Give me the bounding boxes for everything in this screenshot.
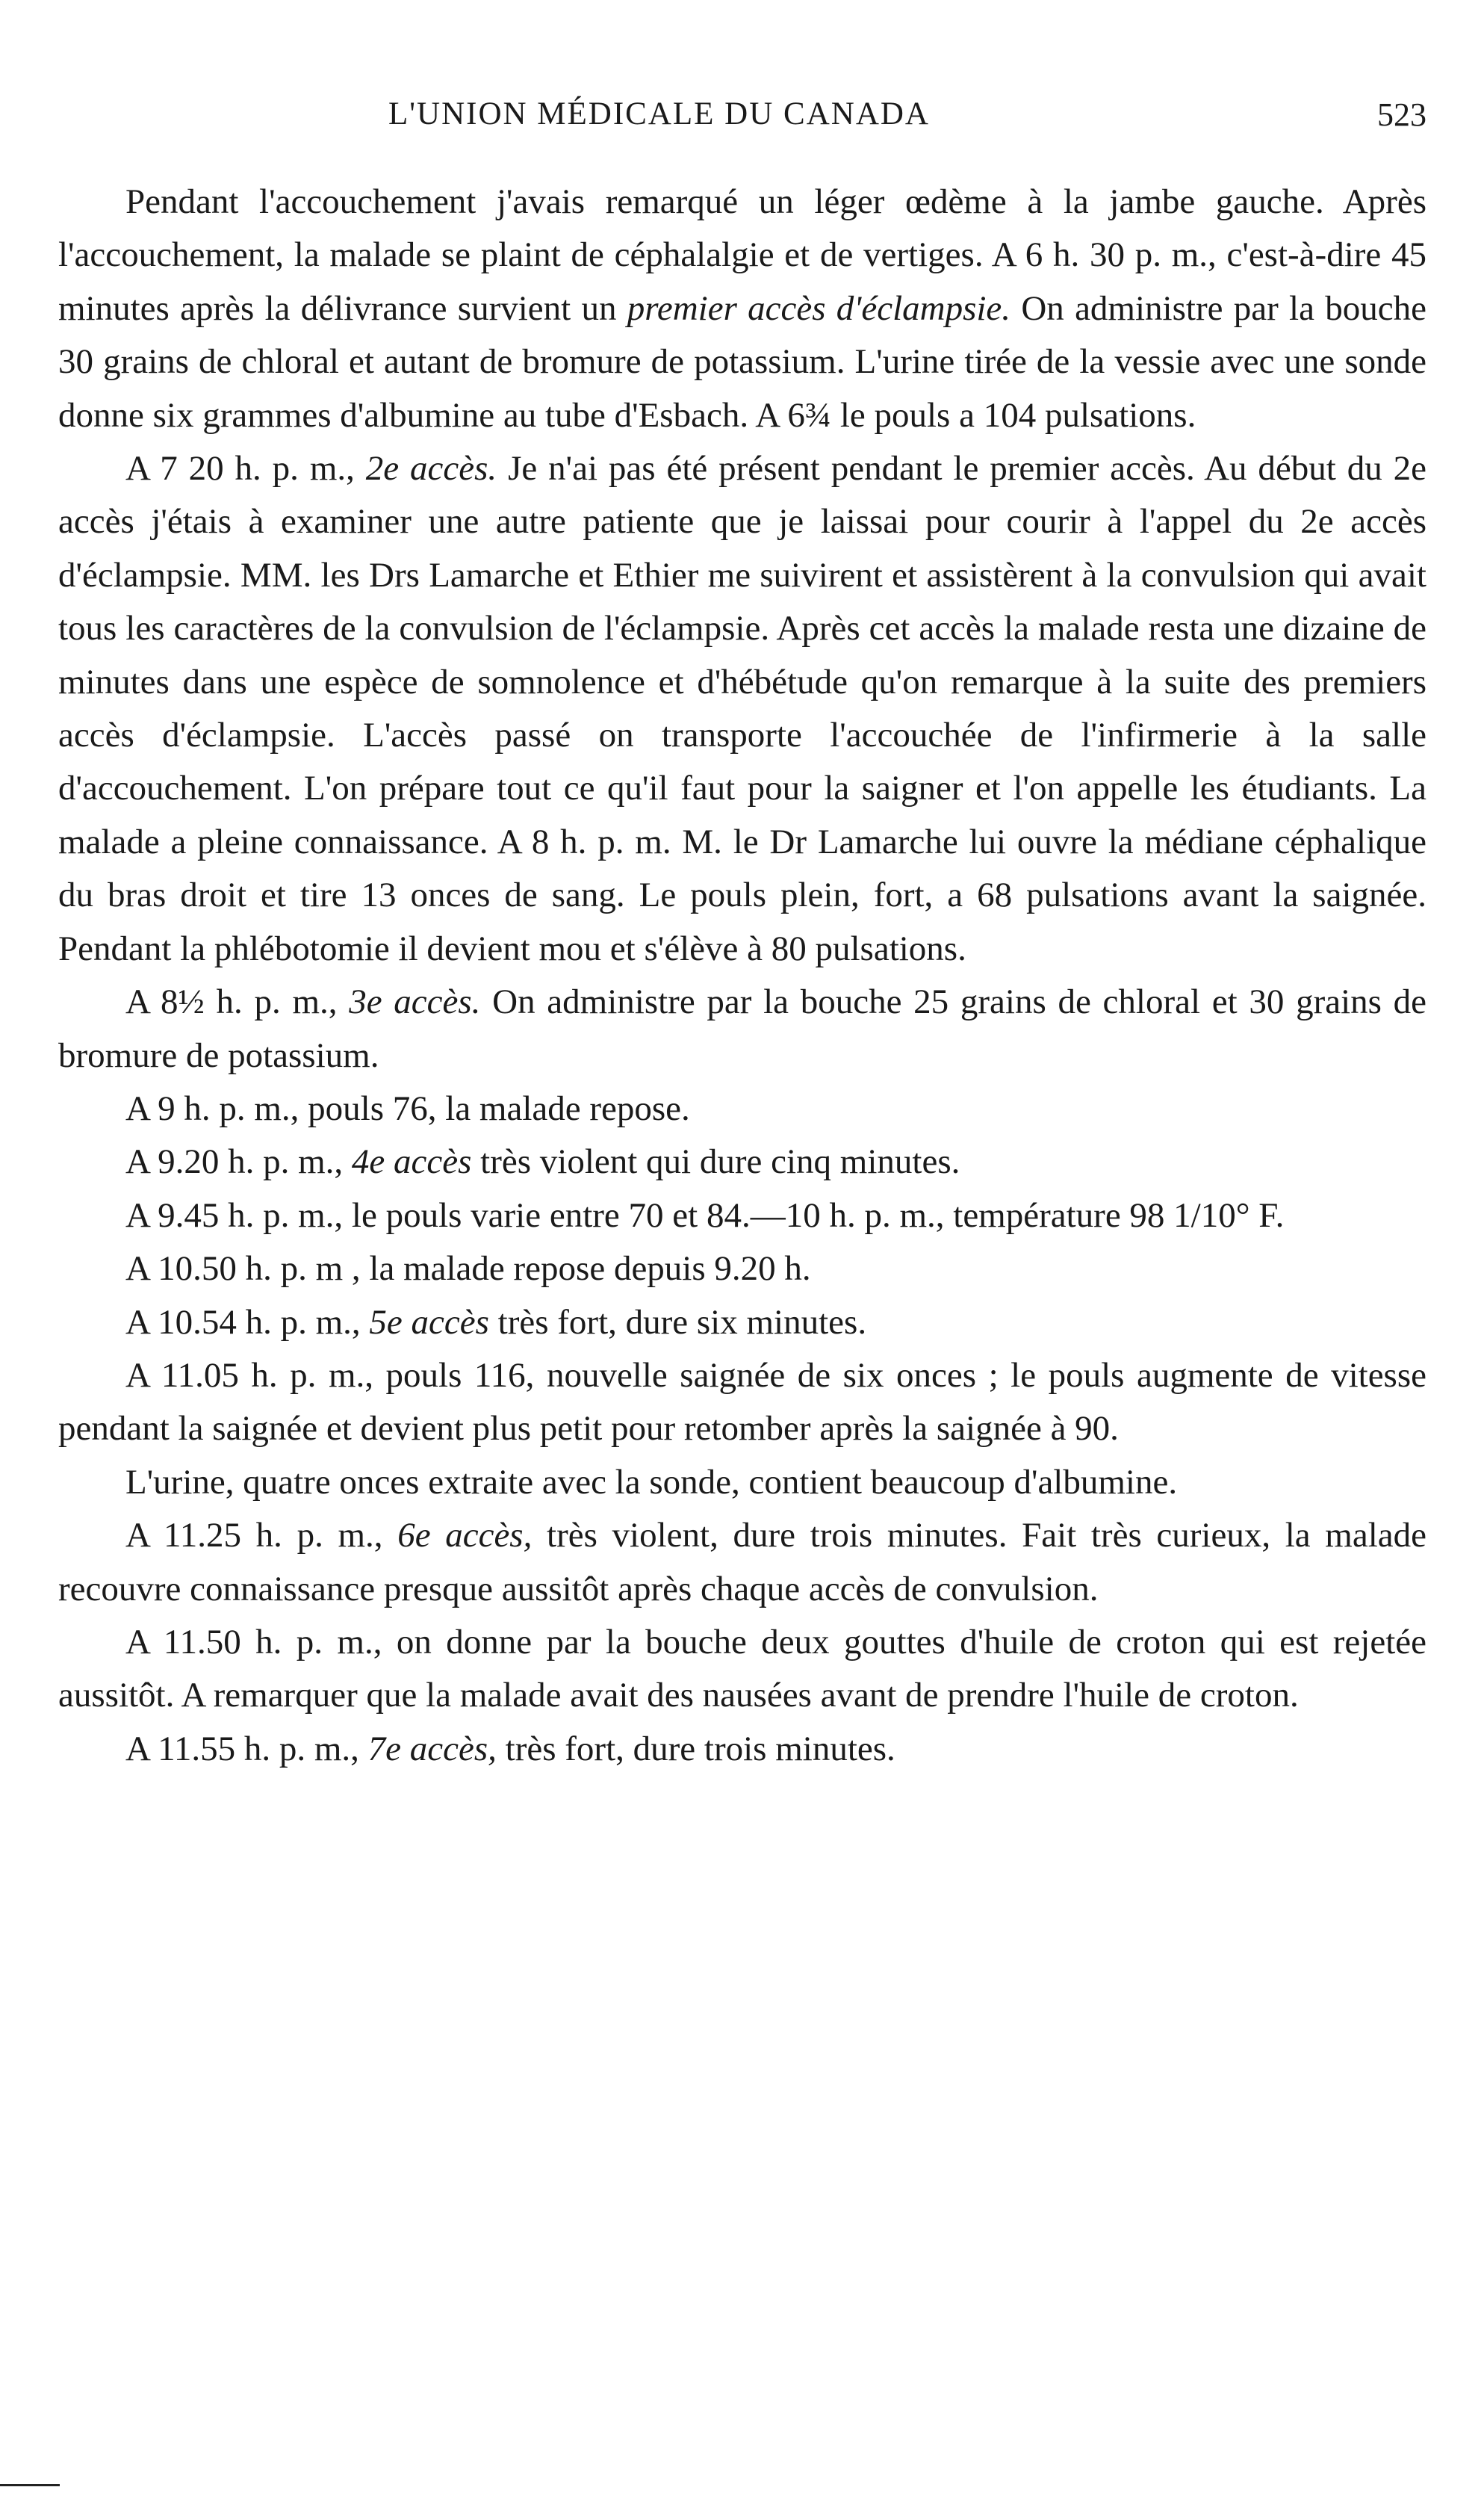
footer-rule	[0, 2484, 60, 2486]
page-number: 523	[1377, 96, 1426, 133]
paragraph	[58, 1189, 1426, 1242]
paragraph-text: Pendant l'accouchement j'avais remarqué un léger œdème à la jambe gauche. Après l'accouchement, la malade se plaint de céphalalgie et de vertiges. A 6 h. 30 p. m., c'est-à-dire 45 minutes après la délivrance survient un	[58, 182, 1426, 328]
paragraph	[58, 1349, 1426, 1456]
paragraph-text: très violent, dure trois minutes. Fait très curieux, la malade recouvre connaissance presque aussitôt après chaque accès de convulsion.	[58, 1516, 1426, 1608]
emphasized-text: 5e accès	[369, 1302, 489, 1342]
paragraph-text: A 11.55 h. p. m.,	[125, 1729, 368, 1768]
emphasized-text: premier accès d'éclampsie.	[627, 288, 1011, 328]
paragraph-text: A 10.54 h. p. m.,	[125, 1302, 370, 1342]
paragraph	[58, 1296, 1426, 1349]
paragraph-text: A 9.45 h. p. m., le pouls varie entre 70 et 84.—10 h. p. m., température 98 1/10° F.	[125, 1195, 1285, 1235]
paragraph-text: A 11.25 h. p. m.,	[125, 1516, 398, 1555]
page-header	[123, 96, 1426, 140]
paragraph-text: A 11.50 h. p. m., on donne par la bouche deux gouttes d'huile de croton qui est rejetée aussitôt. A remarquer que la malade avait des nausées avant de prendre l'huile de croton.	[58, 1622, 1426, 1715]
paragraph-text: A 11.05 h. p. m., pouls 116, nouvelle saignée de six onces ; le pouls augmente de vitesse pendant la saignée et devient plus petit pour retomber après la saignée à 90.	[58, 1355, 1426, 1449]
emphasized-text: 7e accès,	[367, 1729, 497, 1768]
emphasized-text: 2e accès.	[365, 449, 497, 489]
emphasized-text: 6e accès,	[397, 1516, 533, 1555]
paragraph-text: On administre par la bouche 30 grains de chloral et autant de bromure de potassium. L'urine tirée de la vessie avec une sonde donne six grammes d'albumine au tube d'Esbach. A 6¾ le pouls a 104 pulsations.	[58, 288, 1426, 435]
paragraph-text: A 9.20 h. p. m.,	[125, 1142, 352, 1182]
paragraph	[58, 1242, 1426, 1295]
paragraph	[58, 1456, 1426, 1509]
paragraph-text: très fort, dure trois minutes.	[496, 1729, 895, 1768]
paragraph	[58, 1136, 1426, 1189]
paragraph	[58, 1083, 1426, 1136]
paragraph-text: A 7 20 h. p. m.,	[125, 449, 366, 489]
paragraph	[58, 976, 1426, 1083]
paragraph	[58, 176, 1426, 442]
paragraph-text: très fort, dure six minutes.	[488, 1302, 867, 1342]
paragraph-text: On administre par la bouche 25 grains de chloral et 30 grains de bromure de potassium.	[58, 982, 1427, 1075]
paragraph	[58, 1723, 1426, 1776]
paragraph	[58, 1509, 1426, 1616]
emphasized-text: 4e accès	[351, 1142, 472, 1182]
emphasized-text: 3e accès.	[349, 982, 481, 1022]
paragraph-text: A 10.50 h. p. m , la malade repose depuis 9.20 h.	[125, 1249, 811, 1289]
paragraph-text: L'urine, quatre onces extraite avec la sonde, contient beaucoup d'albumine.	[125, 1462, 1178, 1502]
running-title: L'UNION MÉDICALE DU CANADA	[388, 96, 930, 131]
paragraph-text: A 8½ h. p. m.,	[125, 982, 350, 1022]
paragraph	[58, 1616, 1426, 1723]
paragraph-text: A 9 h. p. m., pouls 76, la malade repose.	[125, 1088, 690, 1128]
body-text	[58, 176, 1426, 1776]
paragraph	[58, 442, 1426, 976]
paragraph-text: très violent qui dure cinq minutes.	[471, 1142, 960, 1182]
paragraph-text: Je n'ai pas été présent pendant le premier accès. Au début du 2e accès j'étais à examiner une autre patiente que je laissai pour courir à l'appel du 2e accès d'éclampsie. MM. les Drs Lamarche et Ethier me suivirent et assistèrent à la convulsion qui avait tous les caractères de la convulsion de l'éclampsie. Après cet accès la malade resta une dizaine de minutes dans une espèce de somnolence et d'hébétude qu'on remarque à la suite des premiers accès d'éclampsie. L'accès passé on transporte l'accouchée de l'infirmerie à la salle d'accouchement. L'on prépare tout ce qu'il faut pour la saigner et l'on appelle les étudiants. La malade a pleine connaissance. A 8 h. p. m. M. le Dr Lamarche lui ouvre la médiane céphalique du bras droit et tire 13 onces de sang. Le pouls plein, fort, a 68 pulsations avant la saignée. Pendant la phlébotomie il devient mou et s'élève à 80 pulsations.	[58, 449, 1426, 968]
